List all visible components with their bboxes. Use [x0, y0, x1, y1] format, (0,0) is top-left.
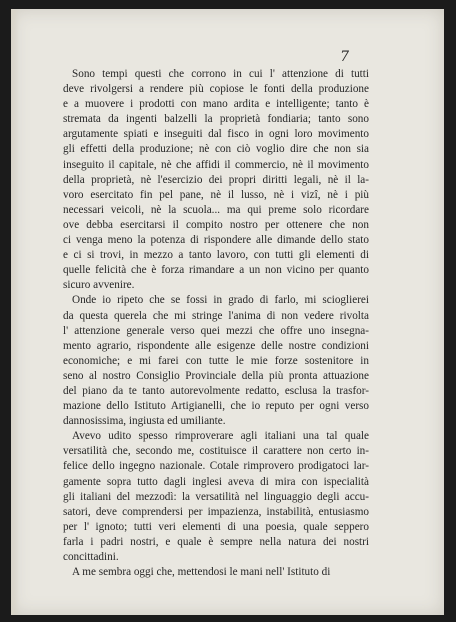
text-line: deve rivolgersi a rendere più copiose le fonti della produzione [63, 83, 369, 96]
paragraph [63, 429, 369, 565]
text-line: A me sembra oggi che, mettendosi le mani nell' Istituto di [72, 566, 331, 579]
book-page [11, 9, 444, 615]
text-line: del piano da te tanto autorevolmente redatto, esclusa la trasfor- [63, 384, 369, 397]
text-line: farla i padri nostri, e quale è sempre nella natura dei nostri [63, 535, 369, 548]
body-text [63, 67, 369, 580]
text-line: gli italiani del mezzodì: la versatilità nel linguaggio degli accu- [63, 490, 369, 503]
text-line: quelle felicità che è forza rimandare a un non vicino per quanto [63, 264, 369, 277]
text-line: satori, deve comprendersi per impazienza, instabilità, entusiasmo [63, 505, 369, 518]
paragraph [63, 565, 369, 580]
text-line: della proprietà, nè l'esercizio dei propri diritti legali, nè il la- [63, 173, 369, 186]
text-line: ove debba esercitarsi il compito nostro per ottenere che non [63, 218, 369, 231]
text-line: inseguito il capitale, nè che affidi il commercio, nè il movimento [63, 158, 369, 171]
text-line: voro esercitato fin pel pane, nè il lusso, nè i vizî, nè i più [63, 188, 369, 201]
text-line: felice dello ingegno nazionale. Cotale rimprovero prodigatoci lar- [63, 460, 369, 473]
text-line: gamente sopra tutto dagli inglesi aveva di mira con ispecialità [63, 475, 369, 488]
paragraph [63, 293, 369, 429]
text-line: economiche; e mi farei con tutte le mie forze sostenitore in [63, 354, 369, 367]
text-line: mento agrario, rispondente alle esigenze delle nostre condizioni [63, 339, 369, 352]
paragraph [63, 67, 369, 293]
text-line: concittadini. [63, 551, 119, 563]
text-line: sicuro avvenire. [63, 279, 135, 292]
text-line: stremata da ingenti balzelli la proprietà fondiaria; tanto sono [63, 113, 369, 126]
text-line: e a muovere i prodotti con mano ardita e intelligente; tanto è [63, 98, 369, 111]
text-line: l' attenzione generale verso quei mezzi che offre uno insegna- [63, 324, 369, 337]
text-line: necessari veicoli, nè la scuola... ma qui preme solo ricordare [63, 203, 369, 216]
text-line: argutamente spiati e inseguiti dal fisco in ogni loro movimento [63, 128, 369, 141]
text-line: e ci si trovi, in mezzo a tanto lavoro, con tutti gli elementi di [63, 249, 369, 262]
text-line: versatilità che, secondo me, costituisce il carattere non certo in- [63, 445, 369, 458]
page-number: 7 [340, 49, 349, 65]
text-line: mazione dello Istituto Artigianelli, che io reputo per ogni verso [63, 400, 369, 413]
text-line: seno al nostro Consiglio Provinciale della più pronta attuazione [63, 369, 369, 382]
text-line: dannosissima, ingiusta ed umiliante. [63, 415, 226, 428]
text-line: ci venga meno la potenza di rispondere alle dimande dello stato [63, 234, 369, 247]
text-line: Avevo udito spesso rimproverare agli italiani una tal quale [72, 430, 369, 443]
text-line: da questa querela che mi stringe l'anima di non vedere rivolta [63, 309, 369, 322]
text-line: Sono tempi questi che corrono in cui l' attenzione di tutti [72, 68, 369, 80]
text-line: gli effetti della produzione; nè con ciò voglio dire che non sia [63, 143, 369, 156]
text-line: Onde io ripeto che se fossi in grado di farlo, mi scioglierei [72, 294, 369, 307]
text-line: per l' ignoto; tutti veri elementi di una poesia, quale seppero [63, 520, 369, 533]
